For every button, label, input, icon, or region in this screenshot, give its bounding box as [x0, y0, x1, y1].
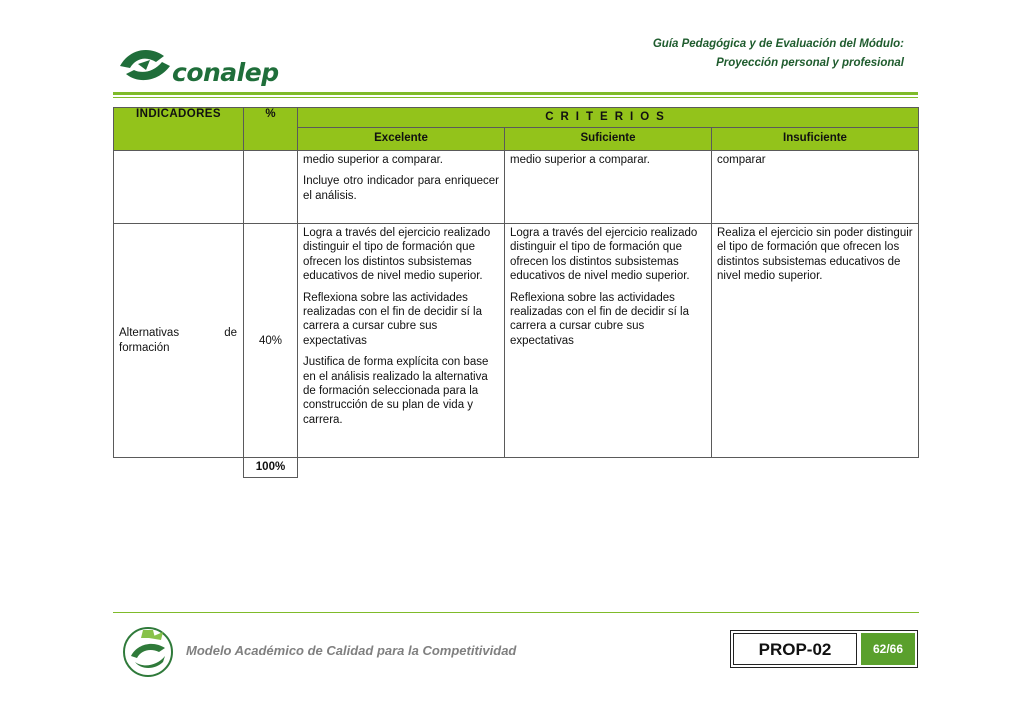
- header-excelente: Excelente: [298, 128, 505, 151]
- excelente-cell: [298, 151, 505, 224]
- criterion-text: Logra a través del ejercicio realizado distinguir el tipo de formación que ofrecen los distintos subsistemas educativos de nivel medio superior.: [510, 227, 698, 283]
- criterion-text: Reflexiona sobre las actividades realizadas con el fin de decidir sí la carrera a cursar cubre sus expectativas: [510, 291, 689, 347]
- criterion-text: Incluye otro indicador para enriquecer el análisis.: [303, 175, 499, 202]
- header-percent: %: [244, 108, 298, 151]
- table-row-alternativas: [114, 224, 919, 458]
- module-title: Proyección personal y profesional: [716, 57, 904, 69]
- header-suficiente: Suficiente: [505, 128, 712, 151]
- criterion-text: medio superior a comparar.: [510, 154, 650, 166]
- excelente-cell: [298, 224, 505, 458]
- suficiente-cell: [505, 151, 712, 224]
- page-number: 62/66: [861, 633, 915, 665]
- criterion-text: Realiza el ejercicio sin poder distinguir el tipo de formación que ofrecen los distintos subsistemas educativos de nivel medio superior.: [717, 227, 913, 283]
- table-row-continued: [114, 151, 919, 224]
- indicator-cell-empty: [114, 151, 244, 224]
- criterion-text: medio superior a comparar.: [303, 154, 443, 166]
- footer-rule: [113, 612, 919, 613]
- logo-wordmark: conalep: [172, 58, 279, 87]
- rubric-table: [113, 107, 919, 478]
- criterion-text: Reflexiona sobre las actividades realizadas con el fin de decidir sí la carrera a cursar cubre sus expectativas: [303, 291, 482, 347]
- guide-title: Guía Pedagógica y de Evaluación del Módulo:: [652, 38, 904, 50]
- percent-cell-empty: [244, 151, 298, 224]
- suficiente-cell: [505, 224, 712, 458]
- indicator-cell: Alternativas de formación: [114, 224, 244, 458]
- table-row-total: [114, 458, 919, 478]
- header-criterios: CRITERIOS: [298, 108, 919, 128]
- header-rule-thin: [113, 97, 918, 98]
- header-indicadores: INDICADORES: [114, 108, 244, 151]
- header-rule: [113, 92, 918, 95]
- criterion-text: Logra a través del ejercicio realizado distinguir el tipo de formación que ofrecen los distintos subsistemas educativos de nivel medio superior.: [303, 227, 491, 283]
- percent-cell: 40%: [244, 224, 298, 458]
- quality-seal-icon: [119, 622, 177, 680]
- footer-code-box: [730, 630, 918, 668]
- insuficiente-cell: [712, 224, 919, 458]
- criterion-text: comparar: [717, 154, 766, 166]
- criterion-text: Justifica de forma explícita con base en el análisis realizado la alternativa de formación seleccionada para la construcción de su plan de vida y carrera.: [303, 356, 489, 426]
- total-percent: 100%: [244, 458, 298, 478]
- insuficiente-cell: [712, 151, 919, 224]
- header-insuficiente: Insuficiente: [712, 128, 919, 151]
- footer-model-text: Modelo Académico de Calidad para la Competitividad: [186, 643, 517, 658]
- document-code: PROP-02: [733, 633, 857, 665]
